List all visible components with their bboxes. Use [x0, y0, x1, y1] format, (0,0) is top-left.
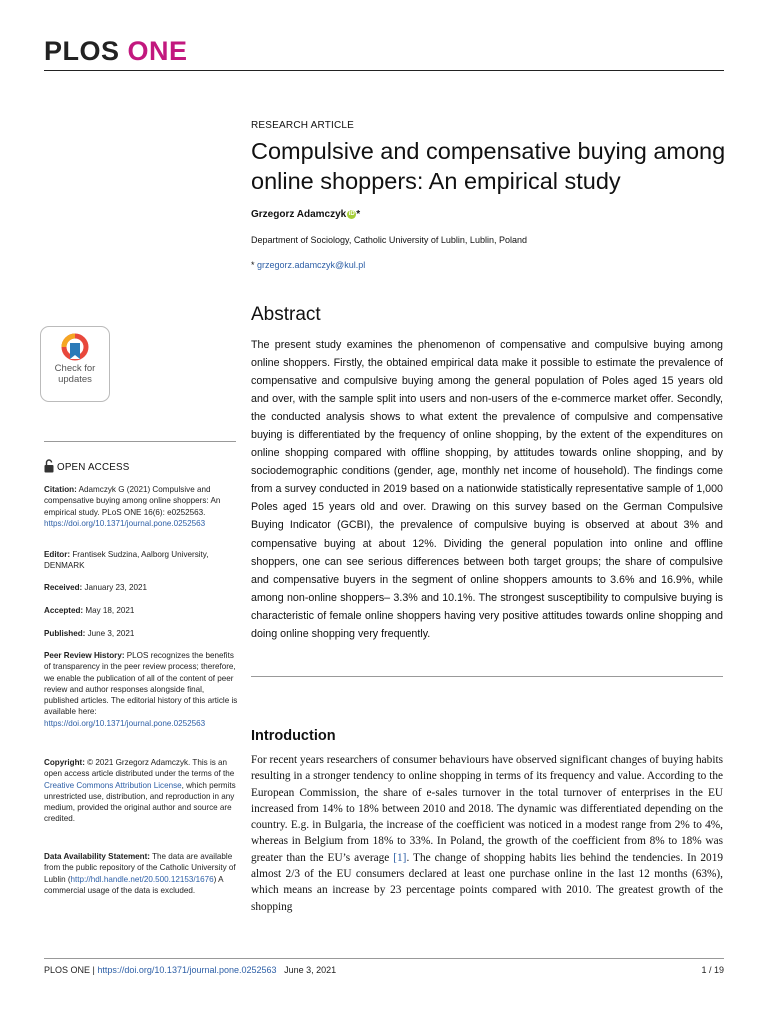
footer-separator: | — [92, 965, 95, 975]
peer-review-block: Peer Review History: PLOS recognizes the benefits of transparency in the peer review process; therefore, we enable the publication of all of the content of peer review and author responses alongside final, published articles. The editorial history of this article is available here: https://doi.org/10.1371/journal.pone.0252563 — [44, 651, 238, 728]
data-availability-block: Data Availability Statement: The data are available from the public repository of the Catholic University of Lublin (http://hdl.handle.net/20.500.12153/1676) A commercial usage of the data is excluded. — [44, 852, 236, 895]
author-email-link[interactable]: grzegorz.adamczyk@kul.pl — [257, 260, 366, 270]
logo-plos: PLOS — [44, 36, 120, 66]
check-updates-label: Check for updates — [54, 363, 96, 385]
citation-block: Citation: Adamczyk G (2021) Compulsive and compensative buying among online shoppers: An empirical study. PLoS ONE 16(6): e0252563. https://doi.org/10.1371/journal.pone.0252563 — [44, 485, 221, 528]
footer-divider — [44, 958, 724, 959]
copyright-block: Copyright: © 2021 Grzegorz Adamczyk. This is an open access article distributed under the terms of the Creative Commons Attribution License, which permits unrestricted use, distribution, and reproduction in any medium, provided the original author and source are credited. — [44, 758, 236, 824]
logo-one: ONE — [127, 36, 188, 66]
abstract-heading: Abstract — [251, 304, 321, 325]
check-updates-icon — [61, 333, 89, 361]
author-name[interactable]: Grzegorz Adamczyk — [251, 209, 347, 220]
received-block: Received: January 23, 2021 — [44, 583, 148, 592]
footer-doi-link[interactable]: https://doi.org/10.1371/journal.pone.0252563 — [97, 965, 277, 975]
author-line — [251, 209, 360, 220]
affiliation: Department of Sociology, Catholic University of Lublin, Lublin, Poland — [251, 235, 527, 245]
peer-review-link[interactable]: https://doi.org/10.1371/journal.pone.0252563 — [44, 718, 206, 728]
abstract-text: The present study examines the phenomenon of compensative and compulsive buying among online shoppers. Firstly, the obtained empirical data make it possible to estimate the prevalence of compensative and compulsive buying among the general population of Poles aged 15 years old and over, with the sample split into users and non-users of the e-commerce market offer. Secondly, the conducted analysis shows to what extent the prevalence of compulsive and compensative buying is differentiated by the frequency of online shopping, by the extent of the expenditures on online shopping compared with offline shopping, by attitudes towards online shopping, and by sociodemographic conditions (gender, age, monthly net income of household). The findings come from a survey conducted in 2019 based on a nationwide statistically representative sample of 1,000 Poles aged 15 years old and over. Drawing on this survey based on the German Compulsive Buying Indicator (GCBI), the prevalence of compulsive buying is observed at about 3% and compensative buying at about 12%. Dividing the general population into online and offline shoppers, one can see serious differences between both target groups; the share of compulsive and compensative buyers in the segment of online shoppers amounts to 3.6% and 16.9%, while among non-online shoppers– 3.3% and 10.1%. The strongest susceptibility to compulsive buying is characteristic of female online shoppers having very positive attitudes towards online shopping and doing online shopping very frequently. — [251, 339, 723, 640]
footer-date: June 3, 2021 — [284, 965, 337, 975]
license-link[interactable]: Creative Commons Attribution License — [44, 780, 182, 790]
footer-journal: PLOS ONE — [44, 965, 91, 975]
correspondence — [251, 260, 365, 270]
introduction-heading: Introduction — [251, 728, 336, 744]
editor-block: Editor: Frantisek Sudzina, Aalborg University, DENMARK — [44, 550, 209, 571]
intro-text-part2: . The change of shopping habits lies behind the tendencies. In 2019 almost 2/3 of the EU consumers declared at least one purchase online in the last 12 months (63%), which means an increase by 23 percentage points compared with 2010. The greatest growth of the shopping — [251, 851, 724, 913]
introduction-text — [251, 752, 723, 915]
published-block: Published: June 3, 2021 — [44, 629, 135, 638]
article-title: Compulsive and compensative buying among online shoppers: An empirical study — [251, 138, 726, 194]
data-repository-link[interactable]: http://hdl.handle.net/20.500.12153/1676 — [70, 874, 214, 884]
open-lock-icon — [44, 459, 54, 473]
intro-text-part1: For recent years researchers of consumer behaviours have observed significant changes of buying habits resulting in a stronger tendency to online shopping in terms of its frequency and value. According to the European Commission, the share of e-sales turnover in the total turnover of enterprises in the EU increased from 14% to 18% between 2010 and 2018. The dynamic was differentiated depending on the country. E.g. in Bulgaria, the increase of the coefficient was noticed in a modest range from 2% to 4%, whereas in Belgium from 18% to 33%. In Poland, the growth of the coefficient from 8% to 18% was greater than the EU’s average — [251, 754, 723, 864]
open-access-label: OPEN ACCESS — [44, 459, 129, 473]
orcid-icon[interactable]: iD — [348, 210, 355, 217]
journal-logo[interactable] — [44, 36, 188, 67]
reference-link[interactable]: [1] — [393, 851, 407, 864]
accepted-block: Accepted: May 18, 2021 — [44, 606, 135, 615]
article-type: RESEARCH ARTICLE — [251, 120, 355, 131]
header-divider — [44, 70, 724, 71]
email-mark: * — [251, 260, 255, 270]
sidebar-divider — [44, 441, 236, 442]
abstract-divider — [251, 676, 723, 677]
author-mark: * — [356, 209, 361, 220]
citation-doi-link[interactable]: https://doi.org/10.1371/journal.pone.0252563 — [44, 518, 206, 528]
page-footer — [44, 965, 336, 975]
page-number: 1 / 19 — [701, 965, 724, 975]
check-for-updates-button[interactable] — [40, 326, 110, 402]
